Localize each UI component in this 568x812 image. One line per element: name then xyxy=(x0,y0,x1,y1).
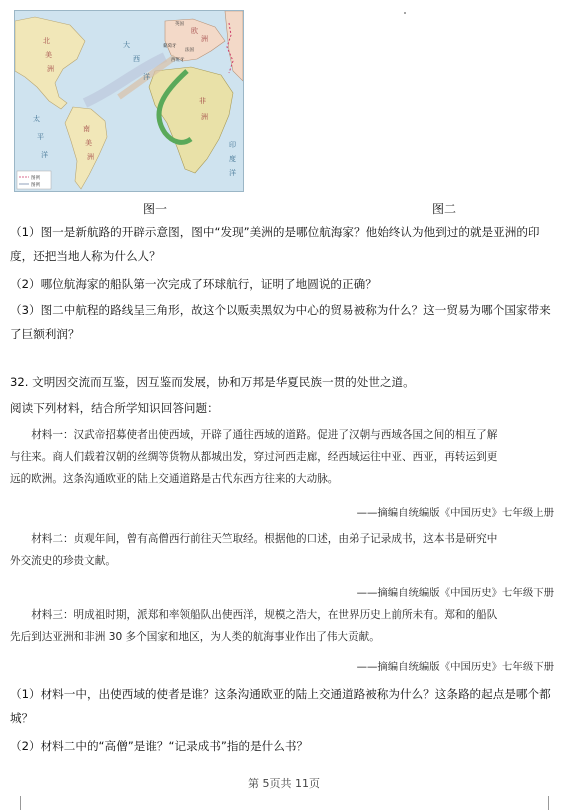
material-three-line-2: 先后到达亚洲和非洲 30 多个国家和地区，为人类的航海事业作出了伟大贡献。 xyxy=(10,631,380,643)
image-placeholder-dot xyxy=(404,12,406,14)
q32-title: 32. 文明因交流而互鉴，因互鉴而发展，协和万邦是华夏民族一贯的处世之道。 xyxy=(10,375,415,389)
map-label-na-3: 洲 xyxy=(47,65,54,73)
map-label-eu-1: 欧 xyxy=(191,27,198,35)
map-label-portugal: 葡萄牙 xyxy=(163,44,177,49)
map-label-pacific-3: 洋 xyxy=(41,151,48,159)
map-label-pacific-1: 太 xyxy=(33,115,40,123)
question-1-line-2: 度，还把当地人称为什么人？ xyxy=(10,249,161,263)
material-one-line-2: 与往来。商人们载着汉朝的丝绸等货物从都城出发，穿过河西走廊，经西域运往中亚、西亚，再转运到更 xyxy=(10,451,498,463)
material-one-line-1: 材料一：汉武帝招募使者出使西域，开辟了通往西域的道路。促进了汉朝与西域各国之间的相互了解 xyxy=(31,429,498,441)
map-label-af-1: 非 xyxy=(199,97,206,105)
map-label-indian-1: 印 xyxy=(229,141,236,149)
question-1 xyxy=(10,220,558,268)
map-label-france: 法国 xyxy=(185,48,194,53)
q32-intro: 阅读下列材料，结合所学知识回答问题： xyxy=(10,401,219,415)
map-label-sa-2: 美 xyxy=(85,139,92,147)
material-three-line-1: 材料三：明成祖时期，派郑和率领船队出使西洋，规模之浩大，在世界历史上前所未有。郑和的船队 xyxy=(31,609,498,621)
question-1-line-1: （1）图一是新航路的开辟示意图，图中“发现”美洲的是哪位航海家？他始终认为他到过的就是亚洲的印 xyxy=(10,225,540,239)
map-label-britain: 英国 xyxy=(175,22,184,27)
question-3-line-2: 了巨额利润？ xyxy=(10,327,80,341)
q32-question-2: （2）材料二中的“高僧”是谁？“记录成书”指的是什么书？ xyxy=(10,739,309,753)
material-one-source: ——摘编自统编版《中国历史》七年级上册 xyxy=(356,507,554,519)
legend-text-2: 图例 xyxy=(31,183,40,188)
question-2: （2）哪位航海家的船队第一次完成了环球航行，证明了地圆说的正确？ xyxy=(10,277,377,291)
map-label-na-1: 北 xyxy=(43,37,50,45)
material-three-source: ——摘编自统编版《中国历史》七年级下册 xyxy=(356,661,554,673)
map-label-sa-3: 洲 xyxy=(87,153,94,161)
map-label-sa-1: 南 xyxy=(83,125,90,133)
map-label-pacific-2: 平 xyxy=(37,133,44,141)
legend-text-1: 图例 xyxy=(31,176,40,181)
q32-question-1 xyxy=(10,682,558,730)
figure-two-label: 图二 xyxy=(432,202,457,216)
map-label-ocean-1: 大 xyxy=(123,41,130,49)
map-svg xyxy=(15,11,243,191)
material-one xyxy=(10,424,558,490)
map-label-na-2: 美 xyxy=(45,51,52,59)
figure-one-label: 图一 xyxy=(143,202,168,216)
map-label-indian-2: 度 xyxy=(229,155,236,163)
map-label-af-2: 洲 xyxy=(201,113,208,121)
question-3 xyxy=(10,298,558,346)
material-two-line-2: 外交流史的珍贵文献。 xyxy=(10,555,116,567)
material-one-line-3: 远的欧洲。这条沟通欧亚的陆上交通道路是古代东西方往来的大动脉。 xyxy=(10,473,339,485)
q32-question-1-line-2: 城？ xyxy=(10,711,34,725)
page-footer: 第 5页共 11页 xyxy=(248,777,320,790)
map-label-eu-2: 洲 xyxy=(201,35,208,43)
question-3-line-1: （3）图二中航程的路线呈三角形，故这个以贩卖黑奴为中心的贸易被称为什么？这一贸易为哪个国家带来 xyxy=(10,303,551,317)
map-label-indian-3: 洋 xyxy=(229,169,236,177)
material-two-line-1: 材料二：贞观年间，曾有高僧西行前往天竺取经。根据他的口述，由弟子记录成书，这本书是研究中 xyxy=(31,533,498,545)
material-two-source: ——摘编自统编版《中国历史》七年级下册 xyxy=(356,587,554,599)
route-map-figure xyxy=(14,10,244,192)
q32-question-1-line-1: （1）材料一中，出使西域的使者是谁？这条沟通欧亚的陆上交通道路被称为什么？这条路的起点是哪个都 xyxy=(10,687,551,701)
corner-mark-left xyxy=(6,796,21,810)
map-label-spain: 西班牙 xyxy=(171,58,185,63)
material-two xyxy=(10,528,558,572)
map-label-ocean-2: 西 xyxy=(133,55,140,63)
material-three xyxy=(10,604,558,648)
map-label-ocean-3: 洋 xyxy=(143,73,150,81)
corner-mark-right xyxy=(548,796,563,810)
